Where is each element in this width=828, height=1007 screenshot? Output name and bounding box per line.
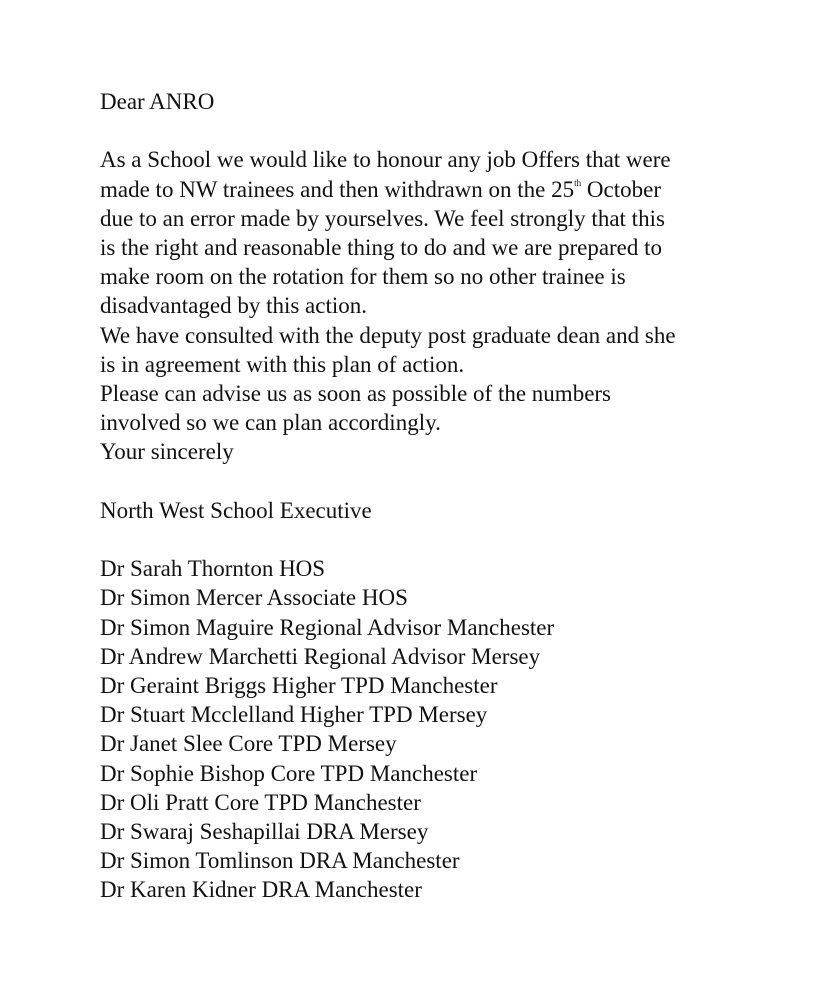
body-line-text: made to NW trainees and then withdrawn on the 25 [100,176,575,202]
body-line: due to an error made by yourselves. We feel strongly that this [100,205,665,231]
body-line: disadvantaged by this action. [100,293,367,319]
signatory: Dr Sarah Thornton HOS [100,556,326,582]
signatory: Dr Geraint Briggs Higher TPD Manchester [100,673,498,699]
closing: Your sincerely [100,439,234,465]
letter-body [100,87,800,905]
signatory: Dr Oli Pratt Core TPD Manchester [100,789,421,815]
body-line: is in agreement with this plan of action. [100,351,465,377]
body-line-text: October [581,176,661,202]
body-line: is the right and reasonable thing to do and we are prepared to [100,235,663,260]
sender-group: North West School Executive [100,497,372,523]
signatory-list [100,554,800,904]
ordinal-suffix: th [574,177,582,188]
signatory: Dr Karen Kidner DRA Manchester [100,877,422,903]
signatory: Dr Simon Maguire Regional Advisor Manchester [100,614,555,640]
body-line: involved so we can plan accordingly. [100,410,441,436]
signatory: Dr Simon Tomlinson DRA Manchester [100,848,460,874]
greeting: Dear ANRO [100,89,215,114]
signatory: Dr Stuart Mcclelland Higher TPD Mersey [100,702,488,728]
spacer [100,116,800,145]
signatory: Dr Sophie Bishop Core TPD Manchester [100,760,478,786]
body-line: make room on the rotation for them so no other trainee is [100,264,626,290]
body-line: As a School we would like to honour any job Offers that were [100,147,671,173]
spacer [100,467,800,496]
signatory: Dr Andrew Marchetti Regional Advisor Mersey [100,643,541,669]
body-line: Please can advise us as soon as possible of the numbers [100,381,612,407]
signatory: Dr Simon Mercer Associate HOS [100,585,408,611]
body-line: We have consulted with the deputy post graduate dean and she [100,322,676,348]
signatory: Dr Swaraj Seshapillai DRA Mersey [100,819,429,845]
body-line [100,175,800,204]
signatory: Dr Janet Slee Core TPD Mersey [100,731,397,757]
spacer [100,525,800,554]
